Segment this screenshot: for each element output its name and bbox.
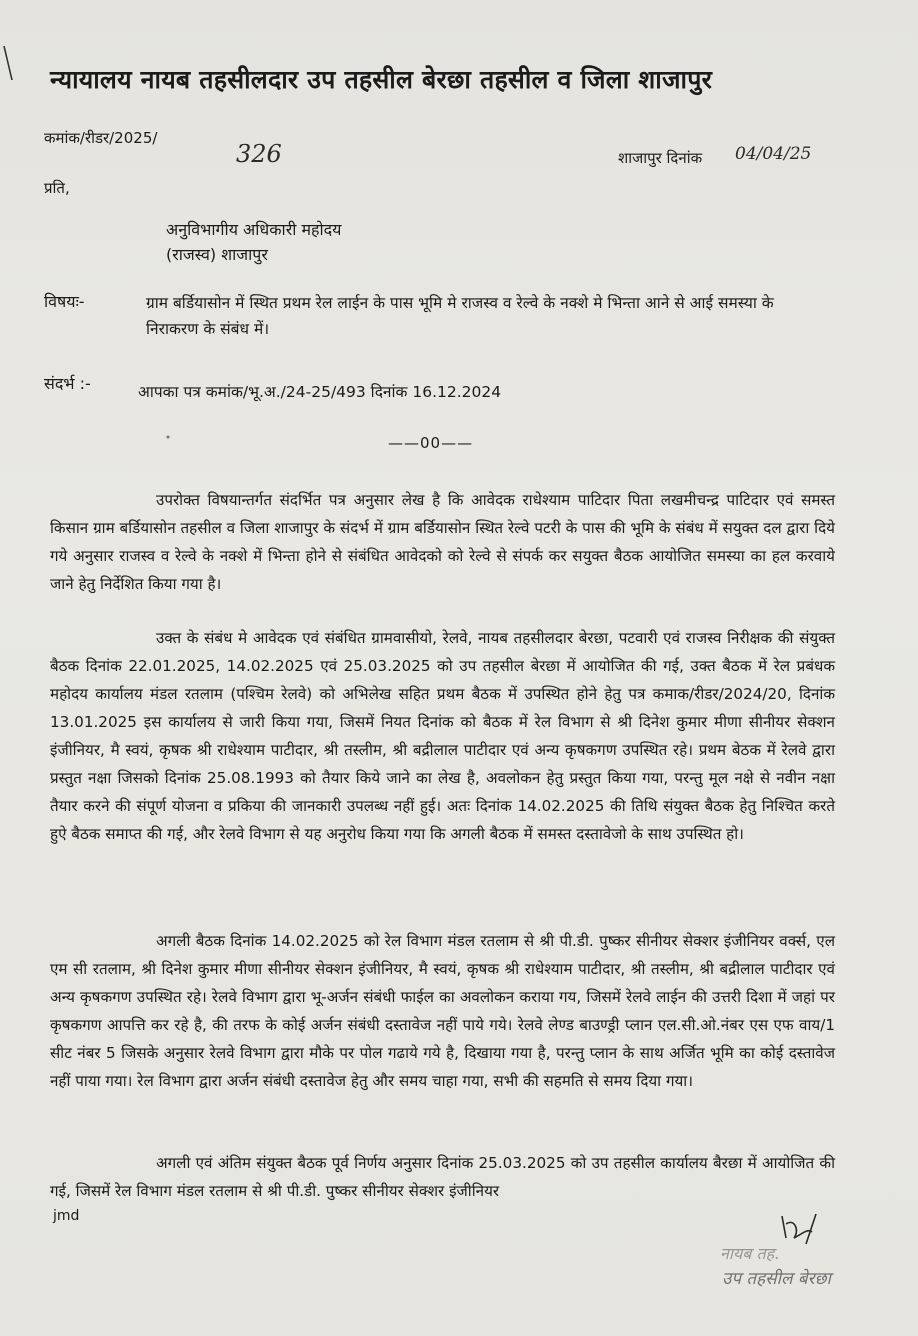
margin-stroke-icon	[0, 40, 20, 90]
reference-label: संदर्भ :-	[44, 374, 91, 393]
subject-label: विषयः-	[44, 292, 85, 311]
ink-speck-icon	[165, 434, 171, 440]
body-paragraph-3: अगली बैठक दिनांक 14.02.2025 को रेल विभाग मंडल रतलाम से श्री पी.डी. पुष्कर सीनीयर सेक्शर इंजीनियर वर्क्स, एल एम सी रतलाम, श्री दिनेश कुमार मीणा सीनीयर सेक्शन इंजीनियर, मै स्वयं, कृषक श्री राधेश्याम पाटीदार, श्री तस्लीम, श्री बद्रीलाल पाटीदार एवं अन्य कृषकगण उपस्थित रहे। रेलवे विभाग द्वारा भू-अर्जन संबंधी फाईल का अवलोकन कराया गय, जिसमें रेलवे लाईन की उत्तरी दिशा में जहां पर कृषकगण आपत्ति कर रहे है, की तरफ के कोई अर्जन संबंधी दस्तावेज नहीं पाये गये। रेलवे लेण्ड बाउण्ड्री प्लान एल.सी.ओ.नंबर एस एफ वाय/1 सीट नंबर 5 जिसके अनुसार रेलवे विभाग द्वारा मौके पर पोल गढाये गये है, दिखाया गया है, परन्तु प्लान के साथ अर्जित भूमि का कोई दस्तावेज नहीं पाया गया। रेल विभाग द्वारा अर्जन संबंधी दस्तावेज हेतु और समय चाहा गया, सभी की सहमति से समय दिया गया।	[50, 932, 835, 1090]
date-label: शाजापुर दिनांक	[618, 149, 703, 167]
body-paragraph-4: अगली एवं अंतिम संयुक्त बैठक पूर्व निर्णय अनुसार दिनांक 25.03.2025 को उप तहसील कार्यालय बैरछा में आयोजित की गई, जिसमें रेल विभाग मंडल रतलाम से श्री पी.डी. पुष्कर सीनीयर सेक्शर इंजीनियर	[50, 1154, 835, 1200]
to-label: प्रति,	[44, 179, 70, 197]
signature-scribble-icon	[776, 1212, 836, 1246]
body-paragraph-1: उपरोक्त विषयान्तर्गत संदर्भित पत्र अनुसार लेख है कि आवेदक राधेश्याम पाटिदार पिता लखमीचन्द्र पाटिदार एवं समस्त किसान ग्राम बर्डियासोन तहसील व जिला शाजापुर के संदर्भ में ग्राम बर्डियासोन स्थित रेल्वे पटरी के पास की भूमि के संबंध में सयुक्त दल द्वारा दिये गये अनुसार राजस्व व रेल्वे के नक्शे में भिन्ता होने से संबंधित आवेदको को रेल्वे से संपर्क कर सयुक्त बैठक आयोजित समस्या का हल करवाये जाने हेतु निर्देशित किया गया है।	[50, 491, 835, 593]
section-divider: ——00——	[388, 434, 474, 452]
stamp-designation: नायब तह.	[720, 1244, 780, 1263]
handwritten-date: 04/04/25	[735, 144, 812, 164]
subject-text: ग्राम बर्डियासोन में स्थित प्रथम रेल लाईन के पास भूमि मे राजस्व व रेल्वे के नक्शे मे भिन्ता आने से आई समस्या के निराकरण के संबंध में।	[146, 294, 774, 338]
office-heading: न्यायालय नायब तहसीलदार उप तहसील बेरछा तहसील व जिला शाजापुर	[50, 65, 713, 94]
reference-text: आपका पत्र कमांक/भू.अ./24-25/493 दिनांक 16.12.2024	[138, 383, 502, 401]
addressee-line-1: अनुविभागीय अधिकारी महोदय	[166, 220, 342, 239]
body-paragraph-2: उक्त के संबंध मे आवेदक एवं संबंधित ग्रामवासीयो, रेलवे, नायब तहसीलदार बेरछा, पटवारी एवं राजस्व निरीक्षक की संयुक्त बैठक दिनांक 22.01.2025, 14.02.2025 एवं 25.03.2025 को उप तहसील बेरछा में आयोजित की गई, उक्त बैठक में रेल प्रबंधक महोदय कार्यालय मंडल रतलाम (पश्चिम रेलवे) को अभिलेख सहित प्रथम बैठक में उपस्थित होने हेतु पत्र कमाक/रीडर/2024/20, दिनांक 13.01.2025 इस कार्यालय से जारी किया गया, जिसमें नियत दिनांक को बैठक में रेल विभाग से श्री दिनेश कुमार मीणा सीनीयर सेक्शन इंजीनियर, मै स्वयं, कृषक श्री राधेश्याम पाटीदार, श्री तस्लीम, श्री बद्रीलाल पाटीदार एवं अन्य कृषकगण उपस्थित रहे। प्रथम बेठक में रेलवे द्वारा प्रस्तुत नक्षा जिसको दिनांक 25.08.1993 को तैयार किये जाने का लेख है, अवलोकन हेतु प्रस्तुत किया गया, परन्तु मूल नक्षे से नवीन नक्षा तैयार करने की संपूर्ण योजना व प्रकिया की जानकारी उपलब्ध नहीं हुई। अतः दिनांक 14.02.2025 की तिथि संयुक्त बैठक हेतु निश्चित करते हुऐ बैठक समाप्त की गई, और रेलवे विभाग से यह अनुरोध किया गया कि अगली बैठक में समस्त दस्तावेजो के साथ उपस्थित हो।	[50, 629, 835, 843]
reference-number-prefix: कमांक/रीडर/2025/	[44, 129, 158, 147]
addressee-line-2: (राजस्व) शाजापुर	[166, 245, 268, 264]
signature-block	[712, 1212, 902, 1292]
typist-initials: jmd	[53, 1208, 80, 1224]
handwritten-dispatch-number: 326	[236, 140, 282, 168]
stamp-office: उप तहसील बेरछा	[722, 1269, 831, 1289]
